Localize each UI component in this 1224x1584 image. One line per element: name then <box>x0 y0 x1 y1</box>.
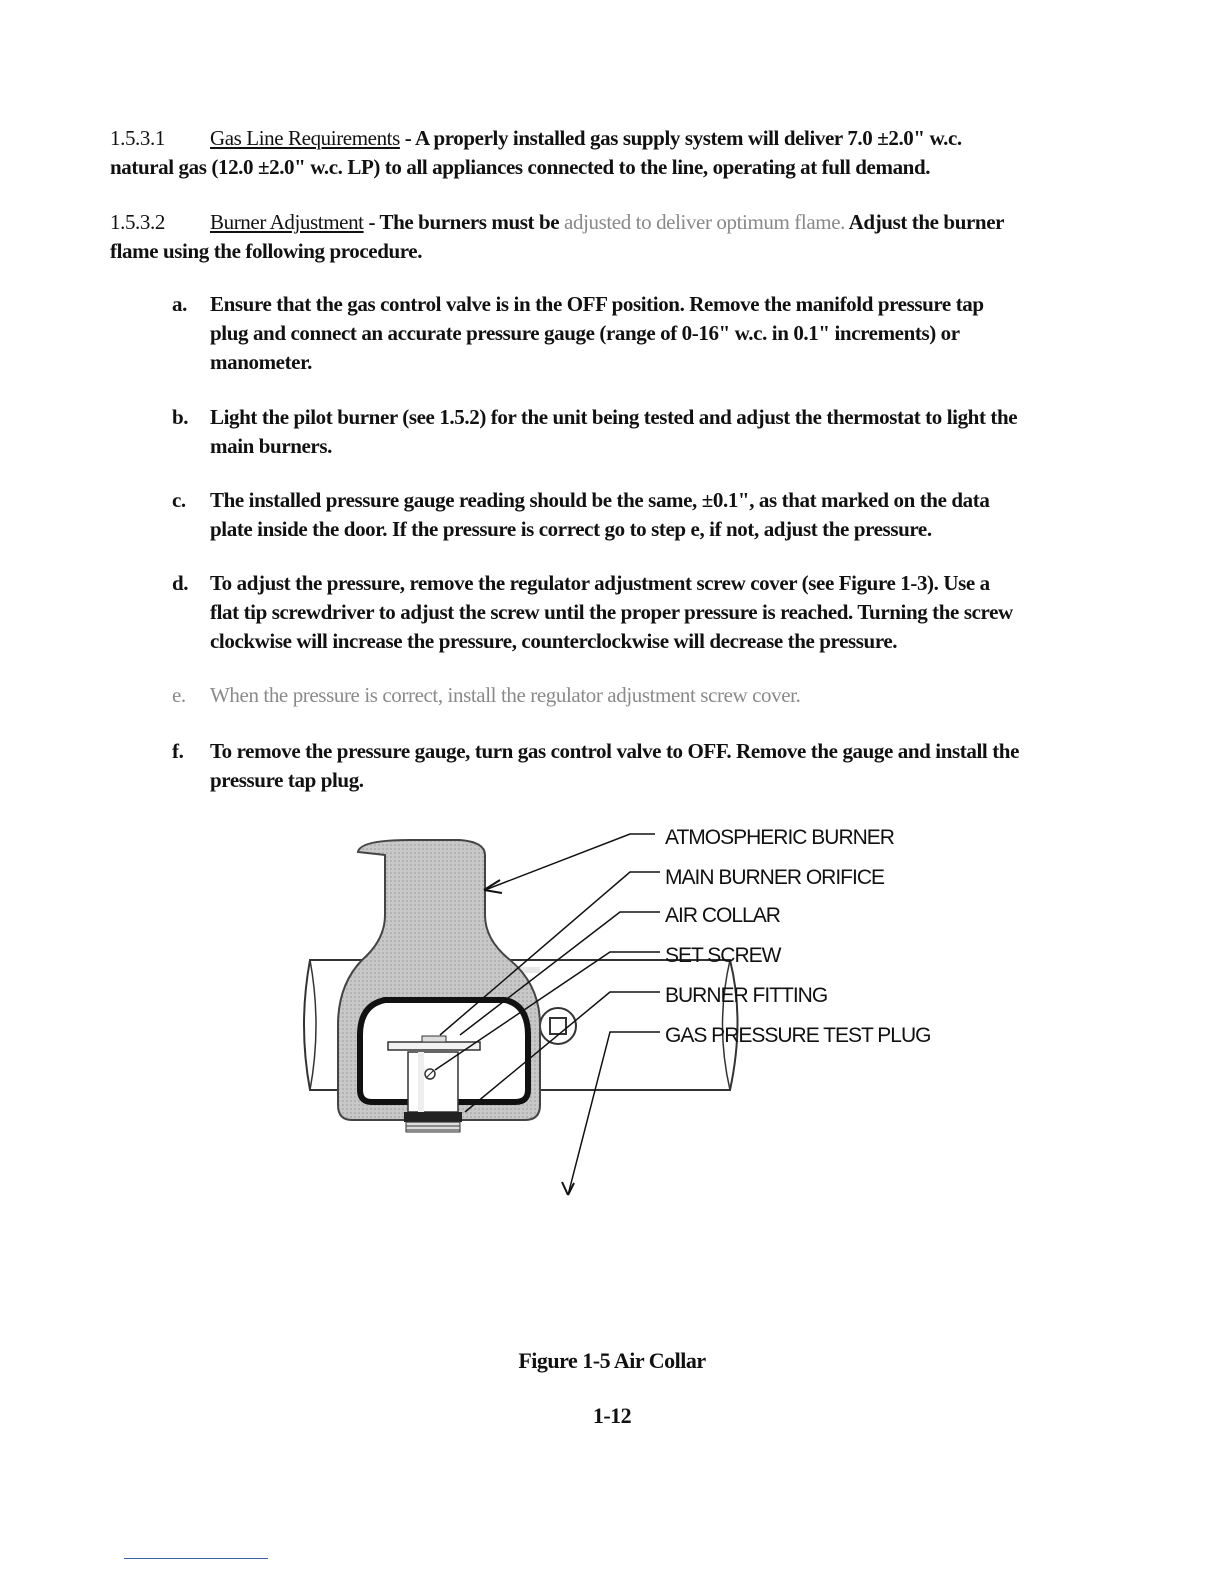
step-f <box>172 737 1022 795</box>
page-number: 1-12 <box>592 1403 632 1428</box>
section-heading: Gas Line Requirements <box>210 126 400 150</box>
atmospheric-burner <box>338 840 540 1132</box>
step-c <box>172 486 1022 544</box>
section-number: 1.5.3.2 <box>110 210 165 234</box>
step-text: To adjust the pressure, remove the regulator adjustment screw cover (see Figure 1-3). Use a flat tip screwdriver to adjust the screw until the proper pressure is reached. Turning the screw clockwise will increase the pressure, counterclockwise will decrease the pressure. <box>210 571 1013 653</box>
label-burner-fitting: BURNER FITTING <box>665 984 828 1007</box>
step-letter: a. <box>172 292 187 316</box>
section-text-faded: adjusted to deliver optimum flame. <box>564 210 845 234</box>
section-number: 1.5.3.1 <box>110 126 165 150</box>
section-heading: Burner Adjustment <box>210 210 364 234</box>
section-burner-adjustment <box>110 208 1020 266</box>
section-gas-line-requirements <box>110 124 1020 182</box>
step-letter: d. <box>172 571 189 595</box>
step-letter: c. <box>172 488 186 512</box>
section-text: Adjust the burner flame using the following procedure. <box>110 210 1004 263</box>
label-main-burner-orifice: MAIN BURNER ORIFICE <box>665 866 885 889</box>
step-text: Light the pilot burner (see 1.5.2) for the unit being tested and adjust the thermostat to light the main burners. <box>210 405 1018 458</box>
gas-pressure-test-plug <box>540 1008 576 1044</box>
air-collar-diagram <box>290 820 990 1300</box>
label-gas-pressure-test-plug: GAS PRESSURE TEST PLUG <box>665 1024 931 1047</box>
step-e <box>172 681 1022 710</box>
section-text: - The burners must be <box>363 210 565 234</box>
step-letter: e. <box>172 683 186 707</box>
step-text: Ensure that the gas control valve is in the OFF position. Remove the manifold pressure tap plug and connect an accurate pressure gauge (range of 0-16" w.c. in 0.1" increments) or manometer. <box>210 292 984 374</box>
label-set-screw: SET SCREW <box>665 944 781 967</box>
step-b <box>172 403 1022 461</box>
label-air-collar: AIR COLLAR <box>665 904 780 927</box>
step-letter: f. <box>172 739 184 763</box>
figure-caption: Figure 1-5 Air Collar <box>518 1348 706 1373</box>
step-d <box>172 569 1022 656</box>
step-text: To remove the pressure gauge, turn gas control valve to OFF. Remove the gauge and install the pressure tap plug. <box>210 739 1019 792</box>
section-text: - A properly installed gas supply system will deliver 7.0 ±2.0" w.c. natural gas (12.0 ±2.0" w.c. LP) to all appliances connected to the line, operating at full demand. <box>110 126 962 179</box>
label-atmospheric-burner: ATMOSPHERIC BURNER <box>665 826 894 849</box>
footer-rule <box>124 1558 268 1559</box>
step-a <box>172 290 1022 377</box>
step-letter: b. <box>172 405 189 429</box>
step-text: When the pressure is correct, install the regulator adjustment screw cover. <box>210 683 801 707</box>
step-text: The installed pressure gauge reading should be the same, ±0.1", as that marked on the data plate inside the door. If the pressure is correct go to step e, if not, adjust the pressure. <box>210 488 990 541</box>
